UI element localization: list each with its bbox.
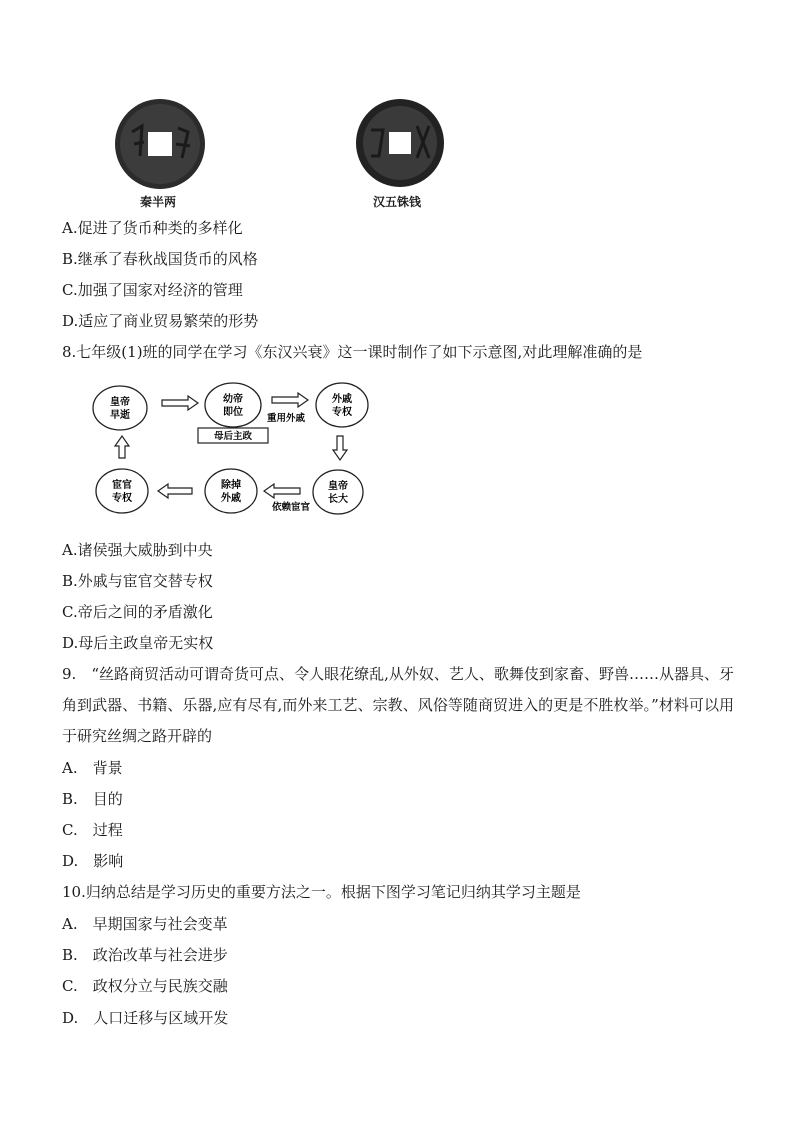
coin-qin-banliang [112,96,208,192]
q10-option-b: B. 政治改革与社会进步 [62,946,228,964]
arrow-1-to-2 [162,396,198,410]
svg-text:早逝: 早逝 [110,410,130,421]
coin-caption-qin: 秦半两 [140,195,177,209]
q7-option-a: A.促进了货币种类的多样化 [62,219,243,237]
node-remove-consort-kin [205,469,257,513]
q9-option-c: C. 过程 [62,821,123,839]
q9-option-b: B. 目的 [62,790,123,808]
q8-diagram [88,378,378,518]
svg-text:专权: 专权 [332,407,352,418]
svg-text:长大: 长大 [328,494,348,505]
q10-option-c: C. 政权分立与民族交融 [62,977,228,995]
label-regent: 母后主政 [213,431,253,442]
svg-text:即位: 即位 [223,407,243,418]
q10-stem: 10.归纳总结是学习历史的重要方法之一。根据下图学习笔记归纳其学习主题是 [62,883,581,901]
svg-text:专权: 专权 [112,493,132,504]
svg-text:皇帝: 皇帝 [328,481,348,492]
q8-option-c: C.帝后之间的矛盾激化 [62,603,213,621]
q10-option-a: A. 早期国家与社会变革 [62,915,228,933]
svg-text:外戚: 外戚 [332,394,352,405]
svg-text:皇帝: 皇帝 [110,397,130,408]
q8-option-b: B.外戚与宦官交替专权 [62,572,213,590]
node-emperor-grown [313,470,363,514]
svg-text:除掉: 除掉 [221,480,241,491]
arrow-6-to-1 [115,436,129,458]
q9-stem: 9. “丝路商贸活动可谓奇货可点、令人眼花缭乱,从外奴、艺人、歌舞伎到家畜、野兽……从器具、牙角到武器、书籍、乐器,应有尽有,而外来工艺、宗教、风俗等随商贸进入的更是不胜枚举。”材料可以用于研究丝绸之路开辟的 [62,665,734,745]
q9-option-d: D. 影响 [62,852,124,870]
arrow-4-to-5 [264,484,300,498]
label-rely-eunuch: 依赖宦官 [271,502,311,513]
node-emperor-early-death [93,386,147,430]
coin-qin-image [112,96,208,192]
coin-han-image [353,96,447,190]
q8-option-d: D.母后主政皇帝无实权 [62,634,214,652]
arrow-2-to-3 [272,393,308,407]
q9-option-a: A. 背景 [62,759,123,777]
q7-option-b: B.继承了春秋战国货币的风格 [62,250,258,268]
svg-text:幼帝: 幼帝 [223,394,243,405]
q7-option-d: D.适应了商业贸易繁荣的形势 [62,312,259,330]
svg-text:宦官: 宦官 [112,480,132,491]
label-reuse-consort-kin: 重用外戚 [266,413,306,424]
coin-caption-han: 汉五铢钱 [373,195,422,209]
node-eunuch-power [96,469,148,513]
node-consort-kin-power [316,383,368,427]
svg-text:外戚: 外戚 [221,493,241,504]
q8-stem: 8.七年级(1)班的同学在学习《东汉兴衰》这一课时制作了如下示意图,对此理解准确的是 [62,343,643,361]
arrow-3-to-4 [333,436,347,460]
q7-option-c: C.加强了国家对经济的管理 [62,281,243,299]
q8-option-a: A.诸侯强大威胁到中央 [62,541,213,559]
coin-han-wuzhu [353,96,447,190]
node-child-emperor [205,383,261,427]
q10-option-d: D. 人口迁移与区域开发 [62,1009,229,1027]
arrow-5-to-6 [158,484,192,498]
